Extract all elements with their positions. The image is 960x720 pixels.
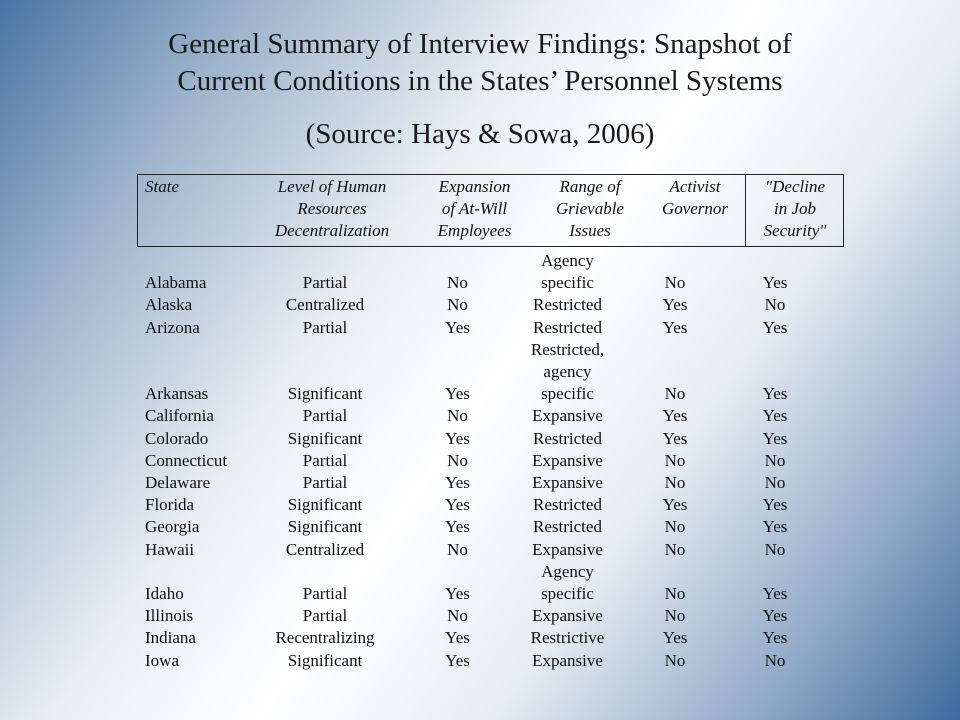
activist-governor-cell: No: [664, 450, 686, 470]
grievable-range-cell: [510, 516, 625, 538]
cell-text-line: Restricted: [533, 517, 602, 537]
decentralization-cell: Significant: [287, 517, 363, 537]
state-findings-table: [140, 250, 825, 672]
grievable-range-cell: [510, 450, 625, 472]
state-name-cell: Indiana: [145, 628, 196, 648]
decline-security-cell: Yes: [762, 406, 788, 426]
decentralization-cell: Centralized: [285, 539, 365, 559]
decline-security-cell: Yes: [762, 606, 788, 626]
table-row: [140, 516, 825, 538]
grievable-range-cell: [510, 472, 625, 494]
activist-governor-cell: No: [664, 584, 686, 604]
cell-text-line: Expansive: [532, 650, 603, 670]
at-will-cell: Yes: [445, 650, 470, 670]
cell-text-line: Expansive: [532, 606, 603, 626]
decline-security-cell: No: [764, 539, 786, 559]
state-name-cell: Georgia: [145, 517, 200, 537]
cell-text-line: Restricted: [533, 295, 602, 315]
cell-text-line: Restrictive: [530, 628, 605, 648]
state-name-cell: Arkansas: [145, 384, 209, 404]
header-top-border: [137, 174, 844, 175]
state-name-cell: Hawaii: [145, 539, 195, 559]
state-name-cell: Alaska: [145, 295, 193, 315]
at-will-cell: Yes: [445, 384, 470, 404]
state-name-cell: California: [145, 406, 214, 426]
cell-text-line: specific: [541, 384, 594, 404]
table-row: [140, 339, 825, 406]
activist-governor-cell: No: [664, 606, 686, 626]
cell-text-line: agency: [543, 362, 592, 382]
cell-text-line: Restricted: [533, 428, 602, 448]
activist-governor-cell: Yes: [662, 495, 688, 515]
at-will-cell: No: [447, 450, 468, 470]
header-text: Resources: [297, 199, 367, 218]
cell-text-line: specific: [541, 584, 594, 604]
cell-text-line: Expansive: [532, 450, 603, 470]
grievable-range-cell: [510, 339, 625, 406]
header-text: Level of Human: [277, 177, 387, 196]
slide-source: (Source: Hays & Sowa, 2006): [305, 118, 655, 150]
header-text: Employees: [437, 221, 512, 240]
grievable-range-cell: [510, 561, 625, 605]
table-row: [140, 627, 825, 649]
header-text: Decentralization: [274, 221, 390, 240]
grievable-range-cell: [510, 494, 625, 516]
slide-title-line-2: Current Conditions in the States’ Personnel Systems: [177, 65, 783, 97]
cell-text-line: specific: [541, 273, 594, 293]
decline-security-cell: Yes: [762, 317, 788, 337]
decline-security-cell: No: [764, 473, 786, 493]
state-name-cell: Delaware: [145, 473, 211, 493]
table-row: [140, 250, 825, 294]
at-will-cell: Yes: [445, 584, 470, 604]
table-row: [140, 317, 825, 339]
at-will-cell: Yes: [445, 473, 470, 493]
at-will-cell: No: [447, 606, 468, 626]
decentralization-cell: Centralized: [285, 295, 365, 315]
header-bottom-border: [137, 246, 844, 247]
state-name-cell: Alabama: [145, 273, 207, 293]
state-name-cell: Connecticut: [145, 450, 228, 470]
table-row: [140, 294, 825, 316]
slide-title-line-1: General Summary of Interview Findings: Snapshot of: [168, 28, 792, 60]
activist-governor-cell: No: [664, 539, 686, 559]
state-name-cell: Illinois: [145, 606, 194, 626]
header-text: Activist: [669, 177, 721, 196]
header-text: of At-Will: [441, 199, 508, 218]
cell-text-line: Agency: [541, 251, 594, 270]
cell-text-line: Expansive: [532, 473, 603, 493]
at-will-cell: Yes: [445, 495, 470, 515]
at-will-cell: No: [447, 406, 468, 426]
grievable-range-cell: [510, 605, 625, 627]
header-range-grievable: [535, 176, 645, 242]
activist-governor-cell: Yes: [662, 295, 688, 315]
decentralization-cell: Partial: [302, 450, 348, 470]
cell-text-line: Restricted: [533, 317, 602, 337]
header-text: Expansion: [438, 177, 511, 196]
decentralization-cell: Recentralizing: [275, 628, 375, 648]
activist-governor-cell: Yes: [662, 406, 688, 426]
decentralization-cell: Significant: [287, 428, 363, 448]
state-name-cell: Idaho: [145, 584, 184, 604]
at-will-cell: No: [447, 273, 468, 293]
grievable-range-cell: [510, 250, 625, 294]
decline-security-cell: No: [764, 450, 786, 470]
header-text: Range of: [559, 177, 621, 196]
decentralization-cell: Partial: [302, 473, 348, 493]
header-decline-job-security: [745, 176, 845, 242]
decline-security-cell: Yes: [762, 495, 788, 515]
activist-governor-cell: No: [664, 384, 686, 404]
state-name-cell: Iowa: [145, 650, 179, 670]
grievable-range-cell: [510, 294, 625, 316]
state-name-cell: Florida: [145, 495, 195, 515]
activist-governor-cell: Yes: [662, 628, 688, 648]
table-row: [140, 650, 825, 672]
header-divider: [137, 174, 138, 247]
state-name-cell: Arizona: [145, 317, 200, 337]
grievable-range-cell: [510, 627, 625, 649]
grievable-range-cell: [510, 428, 625, 450]
cell-text-line: Agency: [541, 561, 594, 581]
decline-security-cell: Yes: [762, 273, 788, 293]
grievable-range-cell: [510, 650, 625, 672]
at-will-cell: Yes: [445, 628, 470, 648]
header-text: Issues: [569, 221, 611, 240]
decentralization-cell: Partial: [302, 406, 348, 426]
decline-security-cell: No: [764, 650, 786, 670]
activist-governor-cell: Yes: [662, 428, 688, 448]
activist-governor-cell: Yes: [662, 317, 688, 337]
decline-security-cell: Yes: [762, 428, 788, 448]
grievable-range-cell: [510, 405, 625, 427]
table-row: [140, 561, 825, 605]
table-row: [140, 472, 825, 494]
table-row: [140, 605, 825, 627]
cell-text-line: Expansive: [532, 539, 603, 559]
header-state: [140, 176, 205, 198]
decline-security-cell: Yes: [762, 628, 788, 648]
header-text: Security": [763, 221, 827, 240]
table-row: [140, 494, 825, 516]
decline-security-cell: No: [764, 295, 786, 315]
decentralization-cell: Significant: [287, 384, 363, 404]
header-text: Grievable: [556, 199, 624, 218]
activist-governor-cell: No: [664, 273, 686, 293]
header-text: "Decline: [765, 177, 825, 196]
activist-governor-cell: No: [664, 650, 686, 670]
decentralization-cell: Partial: [302, 584, 348, 604]
table-row: [140, 450, 825, 472]
decentralization-cell: Significant: [287, 495, 363, 515]
table-row: [140, 539, 825, 561]
activist-governor-cell: No: [664, 517, 686, 537]
activist-governor-cell: No: [664, 473, 686, 493]
at-will-cell: Yes: [445, 428, 470, 448]
decentralization-cell: Partial: [302, 273, 348, 293]
header-level-of-decentralization: [262, 176, 402, 242]
table-row: [140, 428, 825, 450]
header-text: in Job: [773, 199, 817, 218]
cell-text-line: Restricted: [533, 495, 602, 515]
cell-text-line: Restricted,: [530, 339, 605, 359]
decline-security-cell: Yes: [762, 584, 788, 604]
header-text: State: [145, 177, 179, 196]
decline-security-cell: Yes: [762, 384, 788, 404]
grievable-range-cell: [510, 317, 625, 339]
at-will-cell: Yes: [445, 517, 470, 537]
decentralization-cell: Significant: [287, 650, 363, 670]
header-text: Governor: [661, 199, 729, 218]
table-row: [140, 405, 825, 427]
cell-text-line: Expansive: [532, 406, 603, 426]
header-expansion-at-will: [422, 176, 527, 242]
decentralization-cell: Partial: [302, 317, 348, 337]
at-will-cell: No: [447, 539, 468, 559]
decentralization-cell: Partial: [302, 606, 348, 626]
at-will-cell: Yes: [445, 317, 470, 337]
grievable-range-cell: [510, 539, 625, 561]
decline-security-cell: Yes: [762, 517, 788, 537]
state-name-cell: Colorado: [145, 428, 209, 448]
header-activist-governor: [645, 176, 745, 220]
at-will-cell: No: [447, 295, 468, 315]
